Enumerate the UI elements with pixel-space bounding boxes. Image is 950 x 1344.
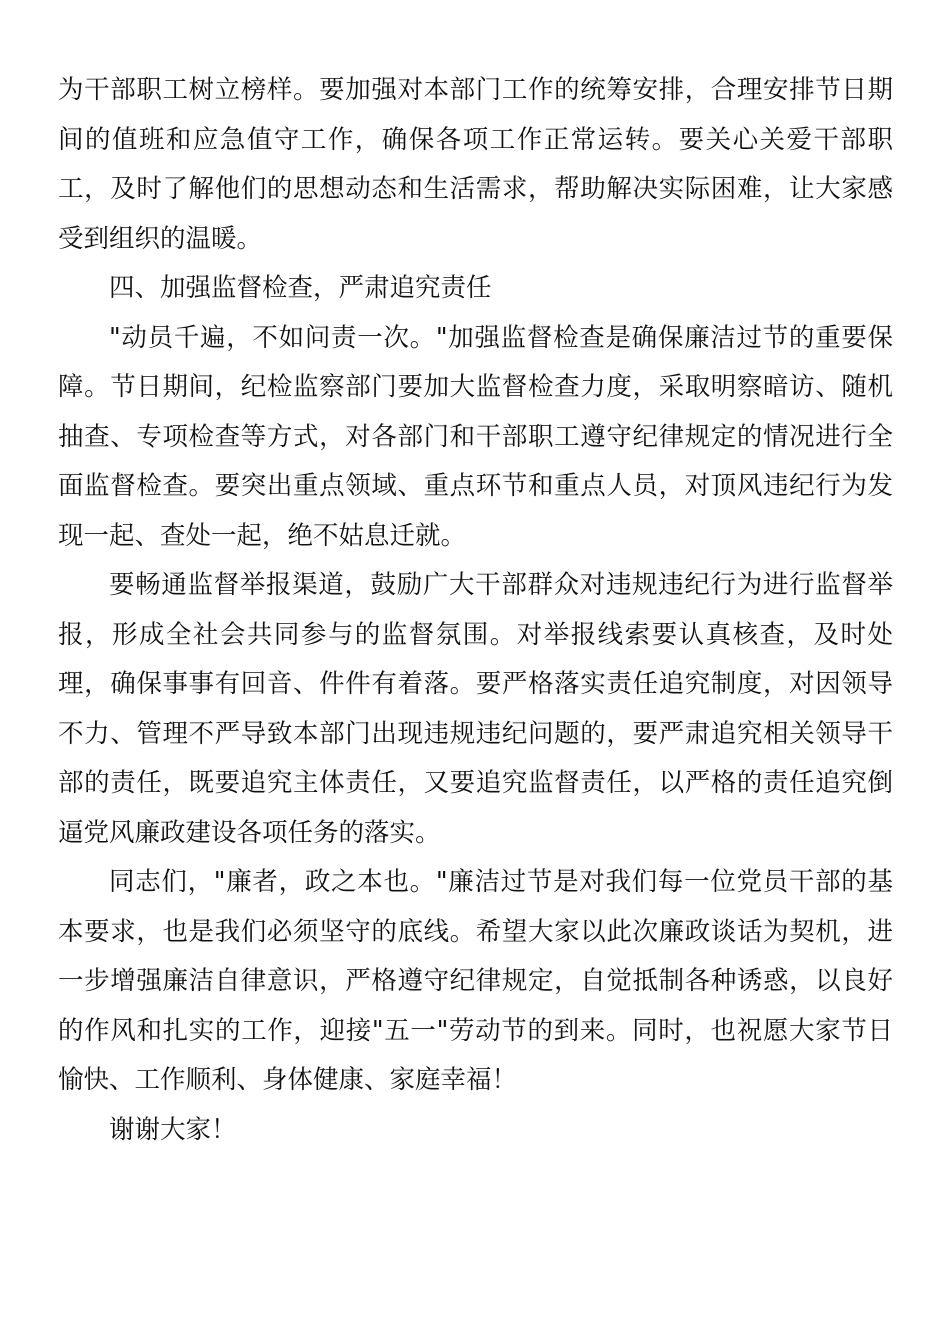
document-page [58,66,893,1155]
paragraph-closing-thanks: 谢谢大家！ [109,1114,237,1145]
paragraph-continuation: 为干部职工树立榜样。要加强对本部门工作的统筹安排，合理安排节日期间的值班和应急值守工作，确保各项工作正常运转。要关心关爱干部职工，及时了解他们的思想动态和生活需求，帮助解决实际困难，让大家感受到组织的温暖。 [58,75,893,254]
section-heading-4: 四、加强监督检查，严肃追究责任 [109,273,492,303]
paragraph-conclusion: 同志们，"廉者，政之本也。"廉洁过节是对我们每一位党员干部的基本要求，也是我们必须坚守的底线。希望大家以此次廉政谈话为契机，进一步增强廉洁自律意识，严格遵守纪律规定，自觉抵制各种诱惑，以良好的作风和扎实的工作，迎接"五一"劳动节的到来。同时，也祝愿大家节日愉快、工作顺利、身体健康、家庭幸福！ [58,867,893,1095]
paragraph-supervision: "动员千遍，不如问责一次。"加强监督检查是确保廉洁过节的重要保障。节日期间，纪检监察部门要加大监督检查力度，采取明察暗访、随机抽查、专项检查等方式，对各部门和干部职工遵守纪律规定的情况进行全面监督检查。要突出重点领域、重点环节和重点人员，对顶风违纪行为发现一起、查处一起，绝不姑息迁就。 [58,322,893,551]
paragraph-reporting-channels: 要畅通监督举报渠道，鼓励广大干部群众对违规违纪行为进行监督举报，形成全社会共同参与的监督氛围。对举报线索要认真核查，及时处理，确保事事有回音、件件有着落。要严格落实责任追究制度，对因领导不力、管理不严导致本部门出现违规违纪问题的，要严肃追究相关领导干部的责任，既要追究主体责任，又要追究监督责任，以严格的责任追究倒逼党风廉政建设各项任务的落实。 [58,570,893,848]
